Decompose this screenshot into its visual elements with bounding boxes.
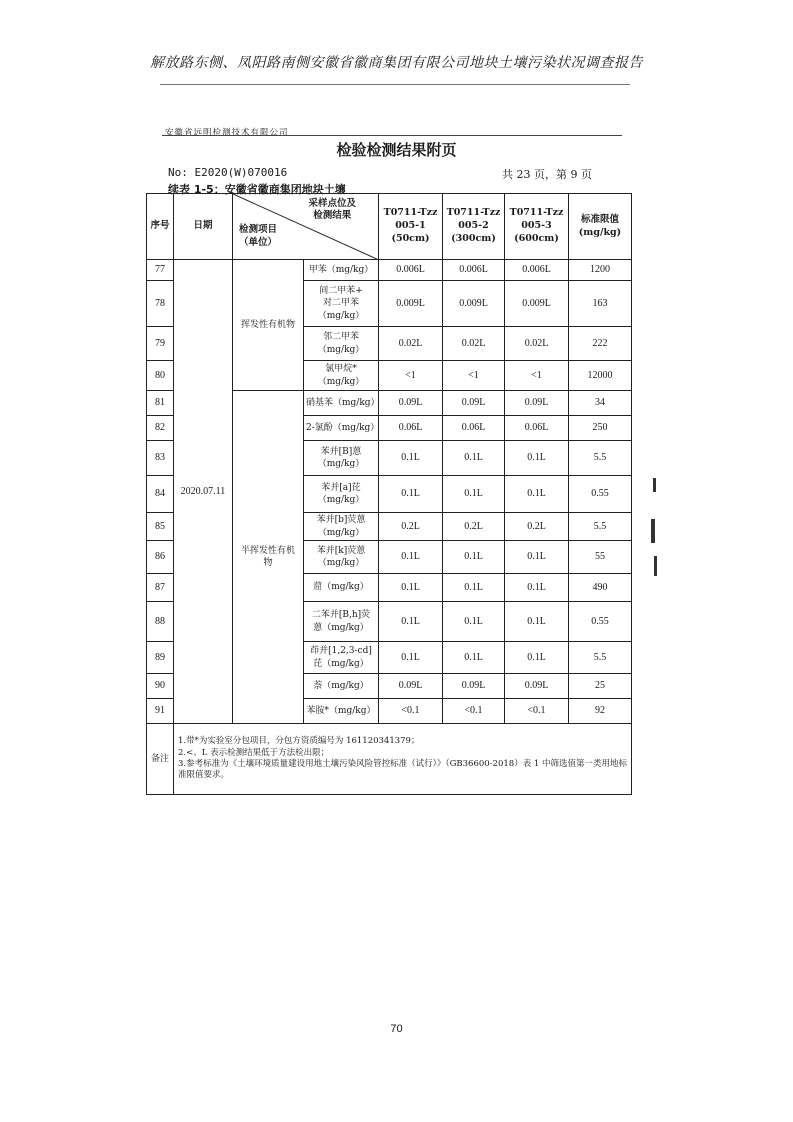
result-sample-1: 0.09L xyxy=(379,391,443,416)
row-number: 78 xyxy=(147,281,174,327)
standard-limit: 25 xyxy=(569,674,632,699)
header-rule xyxy=(160,84,630,85)
result-sample-1: 0.1L xyxy=(379,541,443,574)
notes-content xyxy=(174,724,632,795)
result-sample-2: <0.1 xyxy=(443,699,505,724)
date-cell: 2020.07.11 xyxy=(174,260,233,724)
row-number: 87 xyxy=(147,574,174,602)
standard-limit: 490 xyxy=(569,574,632,602)
row-number: 80 xyxy=(147,361,174,391)
result-sample-1: <0.1 xyxy=(379,699,443,724)
result-sample-1: 0.02L xyxy=(379,327,443,361)
page-info: 共 23 页，第 9 页 xyxy=(502,168,592,181)
item-name: 二苯并[B,h]荧 蒽（mg/kg） xyxy=(304,602,379,642)
result-sample-3: 0.09L xyxy=(505,391,569,416)
result-sample-2: 0.006L xyxy=(443,260,505,281)
item-name: 间二甲苯+ 对二甲苯 （mg/kg） xyxy=(304,281,379,327)
note-3: 3.参考标准为《土壤环境质量建设用地土壤污染风险管控标准（试行）》（GB36600-2018）表 1 中筛选值第一类用地标准限值要求。 xyxy=(178,759,628,781)
item-name: 2-氯酚（mg/kg） xyxy=(304,416,379,441)
standard-limit: 5.5 xyxy=(569,441,632,476)
scan-mark xyxy=(654,556,657,576)
item-name: 硝基苯（mg/kg） xyxy=(304,391,379,416)
item-name: 萘（mg/kg） xyxy=(304,674,379,699)
header-sample-2: T0711-Tzz 005-2 (300cm) xyxy=(443,194,505,260)
result-sample-3: 0.1L xyxy=(505,602,569,642)
standard-limit: 92 xyxy=(569,699,632,724)
item-name: 氯甲烷* （mg/kg） xyxy=(304,361,379,391)
result-sample-3: <1 xyxy=(505,361,569,391)
result-sample-1: 0.009L xyxy=(379,281,443,327)
notes-row xyxy=(147,724,632,795)
result-sample-3: 0.006L xyxy=(505,260,569,281)
result-sample-2: 0.09L xyxy=(443,674,505,699)
item-name: 苯并[b]荧蒽 （mg/kg） xyxy=(304,513,379,541)
result-sample-3: <0.1 xyxy=(505,699,569,724)
report-number: No: E2020(W)070016 xyxy=(168,166,288,179)
result-sample-1: 0.06L xyxy=(379,416,443,441)
results-table xyxy=(146,193,632,795)
result-sample-1: 0.006L xyxy=(379,260,443,281)
standard-limit: 5.5 xyxy=(569,513,632,541)
standard-limit: 163 xyxy=(569,281,632,327)
result-sample-2: 0.1L xyxy=(443,574,505,602)
row-number: 89 xyxy=(147,642,174,674)
standard-limit: 1200 xyxy=(569,260,632,281)
company-name: 安徽省远明检测技术有限公司 xyxy=(165,128,289,138)
result-sample-2: 0.1L xyxy=(443,476,505,513)
result-sample-3: 0.1L xyxy=(505,476,569,513)
item-name: 苯并[k]荧蒽 （mg/kg） xyxy=(304,541,379,574)
scan-mark xyxy=(653,478,656,492)
result-sample-1: 0.2L xyxy=(379,513,443,541)
row-number: 86 xyxy=(147,541,174,574)
header-date: 日期 xyxy=(174,194,233,260)
result-sample-3: 0.06L xyxy=(505,416,569,441)
notes-label: 备注 xyxy=(147,724,174,795)
item-name: 邻二甲苯 （mg/kg） xyxy=(304,327,379,361)
result-sample-2: 0.1L xyxy=(443,441,505,476)
result-sample-1: 0.1L xyxy=(379,476,443,513)
result-sample-3: 0.009L xyxy=(505,281,569,327)
note-1: 1.带*为实验室分包项目，分包方资质编号为 161120341379； xyxy=(178,736,420,747)
row-number: 85 xyxy=(147,513,174,541)
result-sample-3: 0.1L xyxy=(505,441,569,476)
group-volatile: 挥发性有机物 xyxy=(233,260,304,391)
header-sample-1: T0711-Tzz 005-1 (50cm) xyxy=(379,194,443,260)
page-number: 70 xyxy=(390,1023,403,1035)
header-seq: 序号 xyxy=(147,194,174,260)
result-sample-2: 0.09L xyxy=(443,391,505,416)
result-sample-1: 0.1L xyxy=(379,602,443,642)
header-row xyxy=(147,194,632,260)
result-sample-3: 0.1L xyxy=(505,541,569,574)
diag-top-label: 采样点位及 检测结果 xyxy=(308,198,356,222)
standard-limit: 55 xyxy=(569,541,632,574)
standard-limit: 12000 xyxy=(569,361,632,391)
diag-bottom-label: 检测项目 （单位） xyxy=(239,224,278,248)
result-sample-1: 0.1L xyxy=(379,642,443,674)
standard-limit: 222 xyxy=(569,327,632,361)
result-sample-2: 0.06L xyxy=(443,416,505,441)
result-sample-2: 0.02L xyxy=(443,327,505,361)
company-rule xyxy=(162,135,622,136)
row-number: 79 xyxy=(147,327,174,361)
note-2: 2.<、L 表示检测结果低于方法检出限； xyxy=(178,747,330,758)
result-sample-3: 0.09L xyxy=(505,674,569,699)
result-sample-2: 0.1L xyxy=(443,541,505,574)
table-subtitle: 续表 1-5：安徽省徽商集团地块土壤 xyxy=(168,183,346,196)
row-number: 81 xyxy=(147,391,174,416)
result-sample-2: 0.1L xyxy=(443,602,505,642)
result-sample-3: 0.1L xyxy=(505,642,569,674)
item-name: 苯并[B]蒽 （mg/kg） xyxy=(304,441,379,476)
result-sample-1: <1 xyxy=(379,361,443,391)
result-sample-2: <1 xyxy=(443,361,505,391)
item-name: 苯胺*（mg/kg） xyxy=(304,699,379,724)
result-sample-3: 0.02L xyxy=(505,327,569,361)
result-sample-2: 0.2L xyxy=(443,513,505,541)
row-number: 82 xyxy=(147,416,174,441)
page-title: 检验检测结果附页 xyxy=(336,141,457,159)
item-name: 苯并[a]芘 （mg/kg） xyxy=(304,476,379,513)
standard-limit: 0.55 xyxy=(569,476,632,513)
row-number: 77 xyxy=(147,260,174,281)
row-number: 90 xyxy=(147,674,174,699)
header-sample-3: T0711-Tzz 005-3 (600cm) xyxy=(505,194,569,260)
item-name: 甲苯（mg/kg） xyxy=(304,260,379,281)
running-header: 解放路东侧、凤阳路南侧安徽省徽商集团有限公司地块土壤污染状况调查报告 xyxy=(150,55,643,71)
result-sample-1: 0.1L xyxy=(379,441,443,476)
standard-limit: 0.55 xyxy=(569,602,632,642)
row-number: 91 xyxy=(147,699,174,724)
scan-mark xyxy=(651,519,655,543)
result-sample-1: 0.09L xyxy=(379,674,443,699)
table-row xyxy=(147,260,632,281)
item-name: 䓛（mg/kg） xyxy=(304,574,379,602)
row-number: 83 xyxy=(147,441,174,476)
group-semivolatile: 半挥发性有机 物 xyxy=(233,391,304,724)
result-sample-3: 0.1L xyxy=(505,574,569,602)
header-diagonal xyxy=(233,194,379,260)
result-sample-3: 0.2L xyxy=(505,513,569,541)
row-number: 88 xyxy=(147,602,174,642)
item-name: 茚并[1,2,3-cd] 芘（mg/kg） xyxy=(304,642,379,674)
result-sample-2: 0.009L xyxy=(443,281,505,327)
result-sample-1: 0.1L xyxy=(379,574,443,602)
standard-limit: 250 xyxy=(569,416,632,441)
row-number: 84 xyxy=(147,476,174,513)
header-limit: 标准限值 (mg/kg) xyxy=(569,194,632,260)
standard-limit: 34 xyxy=(569,391,632,416)
result-sample-2: 0.1L xyxy=(443,642,505,674)
standard-limit: 5.5 xyxy=(569,642,632,674)
